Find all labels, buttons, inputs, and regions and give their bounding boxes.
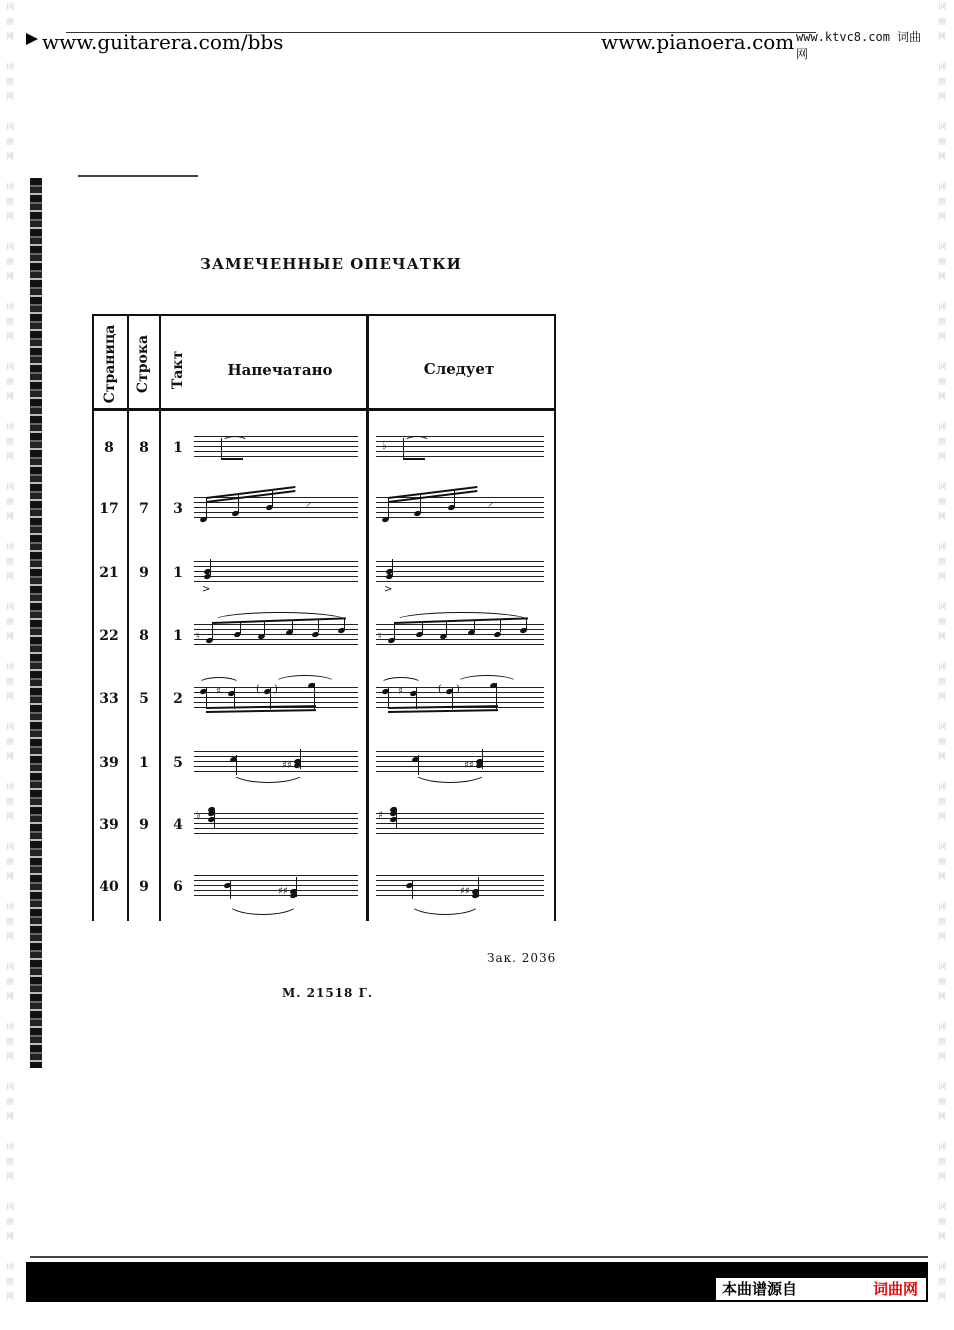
header-bar: Такт <box>170 350 186 390</box>
cell-page: 40 <box>99 879 119 895</box>
music-figure <box>194 751 358 775</box>
slur-curve <box>456 675 518 691</box>
watermark-char: 网 <box>6 1292 14 1301</box>
cell-page: 39 <box>99 817 119 833</box>
watermark-char: 曲 <box>938 497 946 506</box>
cell-bar: 2 <box>173 691 183 707</box>
watermark-char: 网 <box>938 932 946 941</box>
slur-curve <box>394 612 530 630</box>
page-header <box>26 28 926 61</box>
cell-page: 8 <box>104 440 114 456</box>
watermark-char: 词 <box>6 62 14 71</box>
cell-line: 8 <box>139 628 149 644</box>
source-badge <box>716 1278 926 1300</box>
watermark-char: 曲 <box>6 497 14 506</box>
watermark-char: 词 <box>6 602 14 611</box>
watermark-char: 曲 <box>938 617 946 626</box>
cell-bar: 4 <box>173 817 183 833</box>
watermark-char: 词 <box>6 302 14 311</box>
note-stem <box>388 687 389 709</box>
music-figure <box>376 810 544 837</box>
corrected-staff <box>376 875 544 899</box>
watermark-char: 网 <box>6 1232 14 1241</box>
watermark-char: 词 <box>938 182 946 191</box>
watermark-char: 曲 <box>6 557 14 566</box>
printed-staff <box>194 810 358 837</box>
watermark-char: 曲 <box>6 437 14 446</box>
watermark-char: 曲 <box>938 917 946 926</box>
printed-staff <box>194 497 358 521</box>
pianoera-link[interactable]: www.pianoera.com <box>601 30 795 54</box>
cell-page: 22 <box>99 628 119 644</box>
watermark-char: 词 <box>6 182 14 191</box>
sharp-sign: ♯ <box>216 686 221 697</box>
watermark-char: 网 <box>6 692 14 701</box>
table-divider <box>366 314 369 921</box>
watermark-char: 网 <box>938 332 946 341</box>
watermark-char: 词 <box>938 1262 946 1271</box>
watermark-char: 曲 <box>6 197 14 206</box>
watermark-char: 词 <box>938 1022 946 1031</box>
watermark-char: 网 <box>6 812 14 821</box>
cell-line: 8 <box>139 440 149 456</box>
watermark-char: 网 <box>938 992 946 1001</box>
cell-bar: 1 <box>173 565 183 581</box>
watermark-char: 曲 <box>938 857 946 866</box>
watermark-char: 网 <box>6 452 14 461</box>
slur-curve <box>212 612 348 630</box>
table-border-right <box>554 314 556 921</box>
watermark-char: 网 <box>6 752 14 761</box>
corrected-staff <box>376 810 544 837</box>
note-stem <box>394 624 395 640</box>
watermark-char: 曲 <box>938 737 946 746</box>
watermark-char: 词 <box>938 482 946 491</box>
watermark-char: 词 <box>938 722 946 731</box>
watermark-char: 网 <box>6 572 14 581</box>
watermark-char: 网 <box>938 1292 946 1301</box>
watermark-char: 曲 <box>6 737 14 746</box>
music-figure <box>194 684 358 711</box>
watermark-char: 网 <box>938 1052 946 1061</box>
watermark-char: 词 <box>938 602 946 611</box>
slur-curve <box>404 436 430 448</box>
rest-sign: ⸍ <box>488 502 493 513</box>
footer-bar <box>26 1262 928 1302</box>
watermark-char: 词 <box>938 122 946 131</box>
cell-line: 9 <box>139 565 149 581</box>
paren-mark: ) <box>456 684 460 695</box>
note-beam <box>206 709 316 713</box>
watermark-char: 曲 <box>6 917 14 926</box>
source-label: 本曲谱源自 <box>722 1280 798 1298</box>
cell-bar: 6 <box>173 879 183 895</box>
print-number: М. 21518 Г. <box>282 986 374 1000</box>
watermark-char: 曲 <box>938 1217 946 1226</box>
slur-curve <box>230 759 306 783</box>
watermark-char: 曲 <box>6 377 14 386</box>
watermark-char: 词 <box>938 2 946 11</box>
accent-mark: > <box>384 584 393 595</box>
cell-bar: 1 <box>173 440 183 456</box>
header-should-be: Следует <box>423 360 495 378</box>
sharp-sign: ♯♯ <box>460 886 470 897</box>
note-stem <box>392 559 393 575</box>
cell-bar: 3 <box>173 501 183 517</box>
watermark-char: 网 <box>938 1232 946 1241</box>
watermark-char: 曲 <box>6 677 14 686</box>
watermark-char: 曲 <box>938 797 946 806</box>
table-header-rule <box>92 408 556 411</box>
printed-staff <box>194 436 358 460</box>
watermark-char: 词 <box>6 782 14 791</box>
watermark-char: 网 <box>6 92 14 101</box>
music-figure <box>376 875 544 899</box>
watermark-char: 词 <box>6 662 14 671</box>
table-divider <box>159 314 161 921</box>
sharp-sign: ♯ <box>378 810 383 821</box>
slur-curve <box>412 759 488 783</box>
right-watermark-strip <box>932 0 954 1330</box>
watermark-char: 网 <box>938 512 946 521</box>
header-page: Страница <box>102 324 118 404</box>
document-title: ЗАМЕЧЕННЫЕ ОПЕЧАТКИ <box>200 255 462 273</box>
slur-curve <box>198 677 240 691</box>
watermark-char: 曲 <box>938 437 946 446</box>
watermark-char: 曲 <box>938 1277 946 1286</box>
music-figure <box>194 436 358 460</box>
paren-mark: ) <box>274 684 278 695</box>
watermark-char: 曲 <box>938 977 946 986</box>
watermark-char: 网 <box>938 1172 946 1181</box>
watermark-char: 曲 <box>938 257 946 266</box>
watermark-char: 词 <box>6 1082 14 1091</box>
watermark-char: 网 <box>6 512 14 521</box>
music-figure <box>194 810 358 837</box>
corrected-staff <box>376 436 544 460</box>
watermark-char: 曲 <box>6 617 14 626</box>
watermark-char: 网 <box>6 872 14 881</box>
corrected-staff <box>376 497 544 521</box>
watermark-char: 词 <box>938 1082 946 1091</box>
watermark-char: 词 <box>6 842 14 851</box>
music-figure <box>194 561 358 595</box>
watermark-char: 词 <box>6 422 14 431</box>
watermark-char: 网 <box>6 632 14 641</box>
note-stem <box>206 687 207 709</box>
slur-curve <box>222 436 248 448</box>
watermark-char: 词 <box>6 1142 14 1151</box>
cell-page: 39 <box>99 755 119 771</box>
watermark-char: 词 <box>938 1142 946 1151</box>
slur-curve <box>408 886 482 915</box>
watermark-char: 网 <box>6 992 14 1001</box>
watermark-char: 曲 <box>6 77 14 86</box>
paren-mark: ( <box>256 684 260 695</box>
watermark-char: 网 <box>6 152 14 161</box>
order-number: Зак. 2036 <box>487 951 557 965</box>
music-figure <box>194 875 358 899</box>
table-divider <box>127 314 129 921</box>
header-printed: Напечатано <box>227 361 333 379</box>
watermark-char: 曲 <box>938 137 946 146</box>
printed-staff <box>194 561 358 595</box>
watermark-char: 词 <box>938 842 946 851</box>
paren-mark: ( <box>438 684 442 695</box>
watermark-char: 网 <box>6 212 14 221</box>
watermark-char: 词 <box>938 62 946 71</box>
watermark-char: 曲 <box>6 1097 14 1106</box>
watermark-char: 词 <box>6 902 14 911</box>
guitarera-link[interactable]: www.guitarera.com/bbs <box>42 30 284 54</box>
corrected-staff <box>376 751 544 775</box>
watermark-char: 词 <box>6 962 14 971</box>
note-stem <box>212 624 213 640</box>
watermark-char: 曲 <box>938 197 946 206</box>
watermark-char: 网 <box>938 392 946 401</box>
watermark-char: 曲 <box>938 1157 946 1166</box>
watermark-char: 词 <box>6 722 14 731</box>
watermark-char: 曲 <box>6 137 14 146</box>
note-head <box>311 631 319 638</box>
watermark-char: 曲 <box>938 317 946 326</box>
scan-fragment-line <box>78 175 198 177</box>
watermark-char: 曲 <box>938 17 946 26</box>
scan-binding-edge <box>30 178 42 1068</box>
arrow-right-icon <box>26 33 38 45</box>
watermark-char: 曲 <box>6 1037 14 1046</box>
watermark-char: 曲 <box>6 797 14 806</box>
watermark-char: 网 <box>6 272 14 281</box>
cell-line: 5 <box>139 691 149 707</box>
watermark-char: 曲 <box>6 17 14 26</box>
watermark-char: 曲 <box>938 377 946 386</box>
errata-table <box>92 314 556 921</box>
note-stem <box>214 809 215 829</box>
watermark-char: 曲 <box>6 1277 14 1286</box>
rest-sign: ⸍ <box>306 502 311 513</box>
watermark-char: 曲 <box>6 1217 14 1226</box>
cell-line: 7 <box>139 501 149 517</box>
watermark-char: 网 <box>938 692 946 701</box>
watermark-char: 网 <box>938 752 946 761</box>
watermark-char: 词 <box>938 422 946 431</box>
watermark-char: 曲 <box>938 677 946 686</box>
sharp-sign: ♯♯ <box>464 760 474 771</box>
watermark-char: 曲 <box>938 77 946 86</box>
note-beam <box>388 709 498 713</box>
note-stem <box>210 559 211 575</box>
watermark-char: 词 <box>938 962 946 971</box>
watermark-char: 网 <box>6 32 14 41</box>
footer-rule <box>30 1256 928 1258</box>
watermark-char: 网 <box>938 32 946 41</box>
watermark-char: 词 <box>938 242 946 251</box>
natural-sign: ♮ <box>196 631 200 642</box>
note-stem <box>396 809 397 829</box>
music-figure <box>376 751 544 775</box>
watermark-char: 词 <box>6 242 14 251</box>
note-beam <box>403 458 425 460</box>
slur-curve <box>380 677 422 691</box>
watermark-char: 词 <box>938 662 946 671</box>
music-figure <box>376 436 544 460</box>
watermark-char: 词 <box>6 482 14 491</box>
music-figure <box>376 497 544 521</box>
flat-sign: ♭ <box>382 441 387 452</box>
header-line: Строка <box>135 334 151 394</box>
watermark-char: 曲 <box>938 1037 946 1046</box>
watermark-char: 网 <box>6 1112 14 1121</box>
printed-staff <box>194 624 358 648</box>
watermark-char: 曲 <box>938 1097 946 1106</box>
music-figure <box>376 684 544 711</box>
table-border-left <box>92 314 94 921</box>
watermark-char: 词 <box>6 1022 14 1031</box>
left-watermark-strip <box>0 0 22 1330</box>
watermark-char: 词 <box>6 2 14 11</box>
watermark-char: 网 <box>6 1172 14 1181</box>
note-beam <box>221 458 243 460</box>
watermark-char: 网 <box>938 632 946 641</box>
note-stem <box>296 877 297 897</box>
printed-staff <box>194 875 358 899</box>
watermark-char: 词 <box>938 542 946 551</box>
watermark-char: 网 <box>938 812 946 821</box>
cell-bar: 1 <box>173 628 183 644</box>
watermark-char: 词 <box>938 302 946 311</box>
watermark-char: 词 <box>6 362 14 371</box>
note-head <box>493 631 501 638</box>
watermark-char: 曲 <box>6 317 14 326</box>
watermark-char: 曲 <box>938 557 946 566</box>
cell-bar: 5 <box>173 755 183 771</box>
cell-line: 9 <box>139 817 149 833</box>
watermark-char: 词 <box>938 1202 946 1211</box>
slur-curve <box>274 675 336 691</box>
watermark-char: 网 <box>6 332 14 341</box>
sharp-sign: ♯ <box>398 686 403 697</box>
watermark-char: 曲 <box>6 857 14 866</box>
natural-sign: ♮ <box>378 631 382 642</box>
sharp-sign: ♯♯ <box>278 886 288 897</box>
watermark-char: 词 <box>938 902 946 911</box>
table-border-top <box>92 314 556 316</box>
cell-line: 1 <box>139 755 149 771</box>
cell-page: 17 <box>99 501 119 517</box>
corrected-staff <box>376 684 544 711</box>
watermark-char: 词 <box>6 1262 14 1271</box>
watermark-char: 网 <box>938 452 946 461</box>
watermark-char: 词 <box>938 782 946 791</box>
music-figure <box>194 624 358 648</box>
watermark-char: 曲 <box>6 257 14 266</box>
watermark-char: 网 <box>938 1112 946 1121</box>
music-figure <box>376 561 544 595</box>
watermark-char: 词 <box>6 1202 14 1211</box>
watermark-char: 网 <box>938 92 946 101</box>
note-stem <box>478 877 479 897</box>
watermark-char: 网 <box>938 152 946 161</box>
cell-page: 21 <box>99 565 119 581</box>
watermark-char: 网 <box>6 1052 14 1061</box>
music-figure <box>194 497 358 521</box>
watermark-char: 网 <box>6 932 14 941</box>
ktvc8-link[interactable]: www.ktvc8.com 词曲网 <box>796 30 922 61</box>
watermark-char: 词 <box>938 362 946 371</box>
watermark-char: 网 <box>938 872 946 881</box>
watermark-char: 曲 <box>6 1157 14 1166</box>
cell-line: 9 <box>139 879 149 895</box>
site-name[interactable]: 词曲网 <box>872 1280 918 1298</box>
cell-page: 33 <box>99 691 119 707</box>
corrected-staff <box>376 561 544 595</box>
printed-staff <box>194 684 358 711</box>
watermark-char: 网 <box>938 572 946 581</box>
watermark-char: 网 <box>938 212 946 221</box>
watermark-char: 曲 <box>6 977 14 986</box>
music-figure <box>376 624 544 648</box>
watermark-char: 词 <box>6 542 14 551</box>
note-head <box>439 633 447 640</box>
watermark-char: 网 <box>938 272 946 281</box>
flat-sign: ♭ <box>196 810 201 821</box>
slur-curve <box>226 886 300 915</box>
accent-mark: > <box>202 584 211 595</box>
printed-staff <box>194 751 358 775</box>
corrected-staff <box>376 624 544 648</box>
sharp-sign: ♯♯ <box>282 760 292 771</box>
note-head <box>257 633 265 640</box>
watermark-char: 网 <box>6 392 14 401</box>
watermark-char: 词 <box>6 122 14 131</box>
